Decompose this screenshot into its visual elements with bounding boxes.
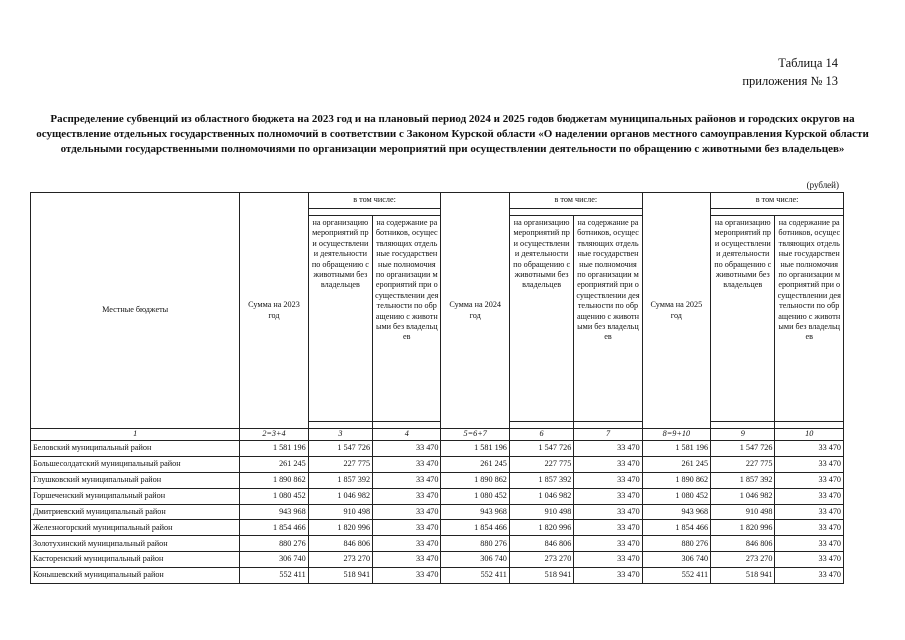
amount-cell: 227 775 — [308, 456, 372, 472]
amount-cell: 306 740 — [441, 552, 509, 568]
amount-cell: 33 470 — [775, 536, 844, 552]
col-header-staff-2023: на содержание работников, осуществляющих отдельные государственные полномочия по организации мероприятий при осуществлении деятельности по обращению с животными без владельцев — [373, 216, 441, 422]
document-title: Распределение субвенций из областного бюджета на 2023 год и на плановый период 2024 и 2025 годов бюджетам муниципальных районов и городских округов на осуществление отдельных государственных полномочий в соответствии с Законом Курской области «О наделении органов местного самоуправления Курской области отдельными государственными полномочиями по организации мероприятий при осуществлении деятельности по обращению с животными без владельцев» — [36, 113, 869, 155]
amount-cell: 910 498 — [711, 504, 775, 520]
amount-cell: 1 857 392 — [308, 472, 372, 488]
amount-cell: 33 470 — [574, 536, 642, 552]
amount-cell: 518 941 — [509, 568, 573, 584]
amount-cell: 33 470 — [373, 520, 441, 536]
amount-cell: 306 740 — [240, 552, 308, 568]
amount-cell: 273 270 — [509, 552, 573, 568]
column-number: 8=9+10 — [642, 429, 710, 441]
amount-cell: 33 470 — [775, 472, 844, 488]
amount-cell: 33 470 — [775, 441, 844, 457]
amount-cell: 273 270 — [308, 552, 372, 568]
amount-cell: 33 470 — [775, 488, 844, 504]
table-body — [31, 441, 844, 584]
amount-cell: 1 820 996 — [509, 520, 573, 536]
table-row — [31, 456, 844, 472]
amount-cell: 33 470 — [574, 568, 642, 584]
col-header-including-2023: в том числе: — [308, 193, 441, 209]
amount-cell: 1 080 452 — [240, 488, 308, 504]
amount-cell: 33 470 — [574, 488, 642, 504]
col-header-activities-2023: на организацию мероприятий при осуществлении деятельности по обращению с животными без владельцев — [308, 216, 372, 422]
budget-name-cell: Золотухинский муниципальный район — [31, 536, 240, 552]
column-numbers-row — [31, 429, 844, 441]
amount-cell: 910 498 — [509, 504, 573, 520]
header-spacer — [775, 422, 844, 429]
amount-cell: 1 820 996 — [711, 520, 775, 536]
amount-cell: 1 547 726 — [509, 441, 573, 457]
amount-cell: 33 470 — [775, 456, 844, 472]
amount-cell: 1 854 466 — [642, 520, 710, 536]
amount-cell: 943 968 — [642, 504, 710, 520]
column-number: 1 — [31, 429, 240, 441]
column-number: 9 — [711, 429, 775, 441]
col-header-activities-2025: на организацию мероприятий при осуществлении деятельности по обращению с животными без владельцев — [711, 216, 775, 422]
amount-cell: 33 470 — [373, 472, 441, 488]
amount-cell: 33 470 — [373, 552, 441, 568]
amount-cell: 1 547 726 — [711, 441, 775, 457]
subsidy-table — [30, 192, 844, 584]
amount-cell: 33 470 — [574, 552, 642, 568]
budget-name-cell: Большесолдатский муниципальный район — [31, 456, 240, 472]
col-header-staff-2024: на содержание работников, осуществляющих отдельные государственные полномочия по организации мероприятий при осуществлении деятельности по обращению с животными без владельцев — [574, 216, 642, 422]
column-number: 6 — [509, 429, 573, 441]
amount-cell: 33 470 — [373, 488, 441, 504]
amount-cell: 1 857 392 — [509, 472, 573, 488]
header-spacer — [711, 422, 775, 429]
header-spacer — [308, 209, 441, 216]
amount-cell: 1 854 466 — [240, 520, 308, 536]
amount-cell: 846 806 — [509, 536, 573, 552]
amount-cell: 1 857 392 — [711, 472, 775, 488]
column-number: 10 — [775, 429, 844, 441]
amount-cell: 943 968 — [240, 504, 308, 520]
amount-cell: 1 046 982 — [711, 488, 775, 504]
header-spacer — [574, 422, 642, 429]
amount-cell: 910 498 — [308, 504, 372, 520]
budget-name-cell: Глушковский муниципальный район — [31, 472, 240, 488]
amount-cell: 261 245 — [441, 456, 509, 472]
amount-cell: 33 470 — [373, 536, 441, 552]
amount-cell: 880 276 — [642, 536, 710, 552]
table-row — [31, 536, 844, 552]
amount-cell: 33 470 — [373, 504, 441, 520]
budget-name-cell: Горшеченский муниципальный район — [31, 488, 240, 504]
amount-cell: 552 411 — [441, 568, 509, 584]
amount-cell: 552 411 — [642, 568, 710, 584]
amount-cell: 33 470 — [373, 441, 441, 457]
amount-cell: 1 080 452 — [642, 488, 710, 504]
budget-name-cell: Конышевский муниципальный район — [31, 568, 240, 584]
amount-cell: 1 581 196 — [240, 441, 308, 457]
amount-cell: 33 470 — [574, 456, 642, 472]
amount-cell: 261 245 — [642, 456, 710, 472]
amount-cell: 518 941 — [308, 568, 372, 584]
amount-cell: 1 046 982 — [308, 488, 372, 504]
amount-cell: 1 890 862 — [441, 472, 509, 488]
column-number: 5=6+7 — [441, 429, 509, 441]
col-header-sum-2025: Сумма на 2025 год — [642, 193, 710, 429]
amount-cell: 1 854 466 — [441, 520, 509, 536]
header-spacer — [509, 209, 642, 216]
units-label: (рублей) — [806, 180, 839, 190]
col-header-local-budgets: Местные бюджеты — [31, 193, 240, 429]
col-header-sum-2024: Сумма на 2024 год — [441, 193, 509, 429]
amount-cell: 1 581 196 — [642, 441, 710, 457]
amount-cell: 846 806 — [308, 536, 372, 552]
amount-cell: 33 470 — [574, 472, 642, 488]
table-row — [31, 472, 844, 488]
header-spacer — [373, 422, 441, 429]
amount-cell: 33 470 — [373, 456, 441, 472]
amount-cell: 552 411 — [240, 568, 308, 584]
amount-cell: 1 890 862 — [240, 472, 308, 488]
amount-cell: 261 245 — [240, 456, 308, 472]
amount-cell: 1 046 982 — [509, 488, 573, 504]
amount-cell: 306 740 — [642, 552, 710, 568]
col-header-staff-2025: на содержание работников, осуществляющих отдельные государственные полномочия по организации мероприятий при осуществлении деятельности по обращению с животными без владельцев — [775, 216, 844, 422]
amount-cell: 1 890 862 — [642, 472, 710, 488]
header-spacer — [509, 422, 573, 429]
amount-cell: 1 820 996 — [308, 520, 372, 536]
budget-name-cell: Железногорский муниципальный район — [31, 520, 240, 536]
column-number: 4 — [373, 429, 441, 441]
header-spacer — [308, 422, 372, 429]
table-row — [31, 504, 844, 520]
amount-cell: 33 470 — [574, 504, 642, 520]
amount-cell: 33 470 — [574, 520, 642, 536]
amount-cell: 227 775 — [509, 456, 573, 472]
table-number: Таблица 14 — [778, 56, 838, 70]
table-row — [31, 568, 844, 584]
column-number: 3 — [308, 429, 372, 441]
column-number: 2=3+4 — [240, 429, 308, 441]
budget-name-cell: Беловский муниципальный район — [31, 441, 240, 457]
column-number: 7 — [574, 429, 642, 441]
col-header-including-2025: в том числе: — [711, 193, 844, 209]
amount-cell: 33 470 — [775, 552, 844, 568]
col-header-activities-2024: на организацию мероприятий при осуществлении деятельности по обращению с животными без владельцев — [509, 216, 573, 422]
amount-cell: 1 581 196 — [441, 441, 509, 457]
amount-cell: 227 775 — [711, 456, 775, 472]
amount-cell: 880 276 — [441, 536, 509, 552]
header-spacer — [711, 209, 844, 216]
amount-cell: 518 941 — [711, 568, 775, 584]
amount-cell: 33 470 — [775, 504, 844, 520]
amount-cell: 880 276 — [240, 536, 308, 552]
table-row — [31, 520, 844, 536]
amount-cell: 33 470 — [373, 568, 441, 584]
amount-cell: 33 470 — [775, 568, 844, 584]
budget-name-cell: Касторенский муниципальный район — [31, 552, 240, 568]
table-row — [31, 441, 844, 457]
table-row — [31, 552, 844, 568]
amount-cell: 1 547 726 — [308, 441, 372, 457]
amount-cell: 1 080 452 — [441, 488, 509, 504]
amount-cell: 846 806 — [711, 536, 775, 552]
col-header-including-2024: в том числе: — [509, 193, 642, 209]
appendix-number: приложения № 13 — [742, 74, 838, 88]
amount-cell: 273 270 — [711, 552, 775, 568]
table-caption — [742, 54, 838, 90]
amount-cell: 33 470 — [574, 441, 642, 457]
amount-cell: 33 470 — [775, 520, 844, 536]
amount-cell: 943 968 — [441, 504, 509, 520]
budget-name-cell: Дмитриевский муниципальный район — [31, 504, 240, 520]
table-row — [31, 488, 844, 504]
col-header-sum-2023: Сумма на 2023 год — [240, 193, 308, 429]
